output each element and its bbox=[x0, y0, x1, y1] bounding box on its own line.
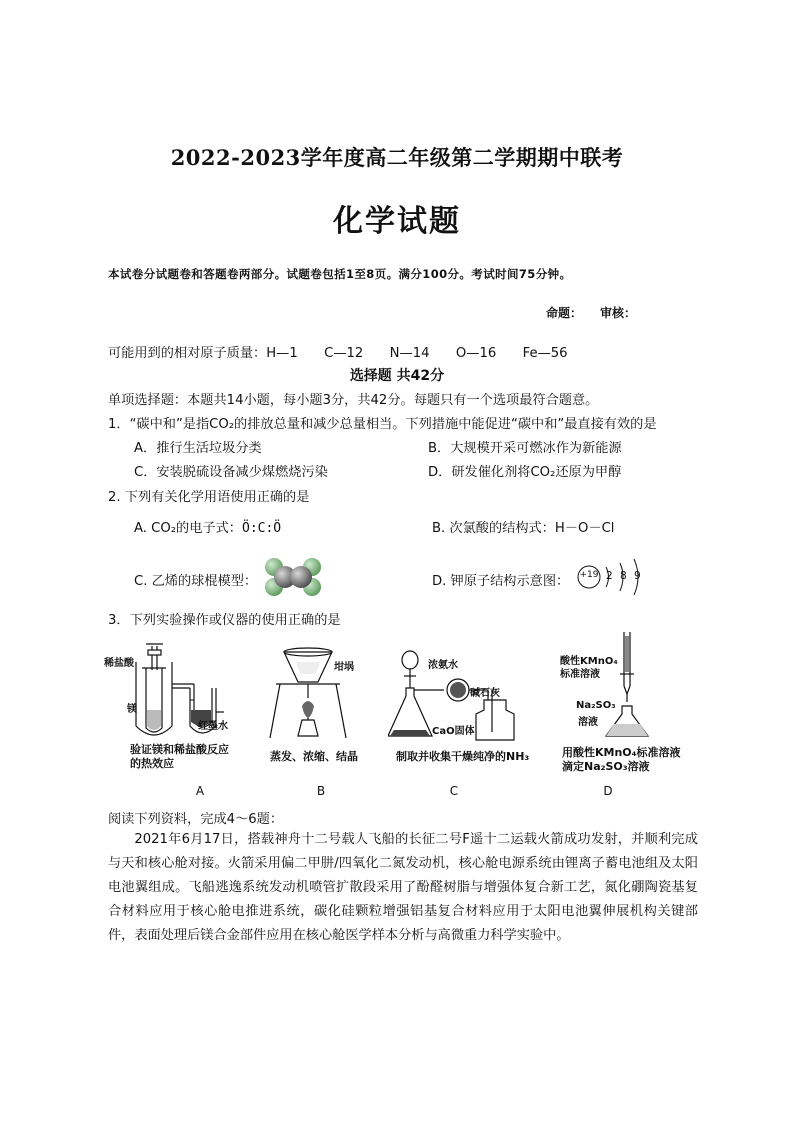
label-na2so3-line1: Na₂SO₃ bbox=[576, 700, 616, 711]
q2-option-c: C. 乙烯的球棍模型： bbox=[134, 574, 258, 589]
q1-stem: 1．“碳中和”是指CO₂的排放总量和减少总量相当。下列措施中能促进“碳中和”最直接有效的是 bbox=[108, 417, 657, 432]
caption-a-line2: 的热效应 bbox=[130, 757, 174, 770]
exam-note: 本试卷分试题卷和答题卷两部分。试题卷包括1至8页。满分100分。考试时间75分钟。 bbox=[108, 267, 572, 281]
atomic-mass-line: 可能用到的相对原子质量：H—1 C—12 N—14 O—16 Fe—56 bbox=[108, 346, 568, 361]
figure-letter-d: D bbox=[603, 784, 613, 798]
signature-row bbox=[546, 304, 654, 321]
caption-c: 制取并收集干燥纯净的NH₃ bbox=[396, 750, 530, 763]
label-crucible: 坩埚 bbox=[334, 662, 354, 673]
caption-d-line1: 用酸性KMnO₄标准溶液 bbox=[562, 746, 681, 759]
shell-3: 9 bbox=[634, 570, 641, 582]
figure-letter-b: B bbox=[316, 784, 326, 798]
figure-letter-c: C bbox=[449, 784, 459, 798]
apparatus-d-diagram bbox=[600, 628, 660, 744]
section-instructions: 单项选择题：本题共14小题，每小题3分，共42分。每题只有一个选项最符合题意。 bbox=[108, 393, 599, 408]
reading-paragraph: 2021年6月17日，搭载神舟十二号载人飞船的长征二号F遥十二运载火箭成功发射，并顺利完成与天和核心舱对接。火箭采用偏二甲肼/四氧化二氮发动机，核心舱电源系统由锂离子蓄电池组及太阳电池翼组成。飞船逃逸系统发动机喷管扩散段采用了酚醛树脂与增强体复合新工艺，氮化硼陶瓷基复合材料应用于核心舱电推进系统，碳化硅颗粒增强铝基复合材料应用于太阳电池翼伸展机构关键部件，表面处理后镁合金部件应用在核心舱医学样本分析与高微重力科学实验中。 bbox=[108, 832, 698, 943]
q2-option-a bbox=[134, 517, 281, 536]
potassium-nucleus: +19 bbox=[579, 570, 599, 580]
caption-d-line2: 滴定Na₂SO₃溶液 bbox=[562, 760, 650, 773]
q1-option-c: C．安装脱硫设备减少煤燃烧污染 bbox=[134, 465, 328, 480]
reading-intro: 阅读下列资料，完成4～6题： bbox=[108, 812, 284, 827]
q1-option-d: D．研发催化剂将CO₂还原为甲醇 bbox=[428, 465, 622, 480]
reviewer-label: 审核： bbox=[600, 306, 637, 320]
label-soda-lime: 碱石灰 bbox=[470, 688, 500, 699]
setter-label: 命题： bbox=[546, 306, 583, 320]
label-kmno4-line1: 酸性KMnO₄ bbox=[560, 656, 618, 667]
exam-title: 2022-2023学年度高二年级第二学期期中联考 bbox=[170, 145, 624, 170]
label-na2so3-line2: 溶液 bbox=[578, 717, 598, 728]
caption-a-line1: 验证镁和稀盐酸反应 bbox=[130, 743, 229, 756]
label-magnesium: 镁 bbox=[127, 704, 137, 715]
caption-b: 蒸发、浓缩、结晶 bbox=[270, 750, 358, 763]
q2-stem: 2. 下列有关化学用语使用正确的是 bbox=[108, 490, 310, 505]
shell-1: 2 bbox=[606, 570, 613, 582]
label-cao-solid: CaO固体 bbox=[432, 726, 475, 737]
shell-2: 8 bbox=[620, 570, 627, 582]
q2-option-b: B. 次氯酸的结构式：H－O－Cl bbox=[432, 521, 615, 536]
ethylene-ball-stick-model bbox=[262, 555, 324, 599]
label-kmno4-line2: 标准溶液 bbox=[560, 669, 600, 680]
q1-option-b: B．大规模开采可燃冰作为新能源 bbox=[428, 441, 622, 456]
q1-option-a: A．推行生活垃圾分类 bbox=[134, 441, 262, 456]
label-concentrated-ammonia: 浓氨水 bbox=[428, 660, 458, 671]
section-heading: 选择题 共42分 bbox=[349, 368, 445, 384]
q2-option-d: D. 钾原子结构示意图： bbox=[432, 574, 570, 589]
subject-title: 化学试题 bbox=[333, 204, 461, 239]
label-red-ink: 红墨水 bbox=[198, 721, 228, 732]
q2-option-a-label: A. CO₂的电子式： bbox=[134, 521, 242, 536]
figure-letter-a: A bbox=[195, 784, 205, 798]
apparatus-b-diagram bbox=[262, 640, 362, 744]
label-hydrochloric-acid: 稀盐酸 bbox=[104, 658, 134, 669]
co2-electron-formula: Ö:C:Ö bbox=[242, 521, 282, 536]
q3-stem: 3．下列实验操作或仪器的使用正确的是 bbox=[108, 613, 341, 628]
